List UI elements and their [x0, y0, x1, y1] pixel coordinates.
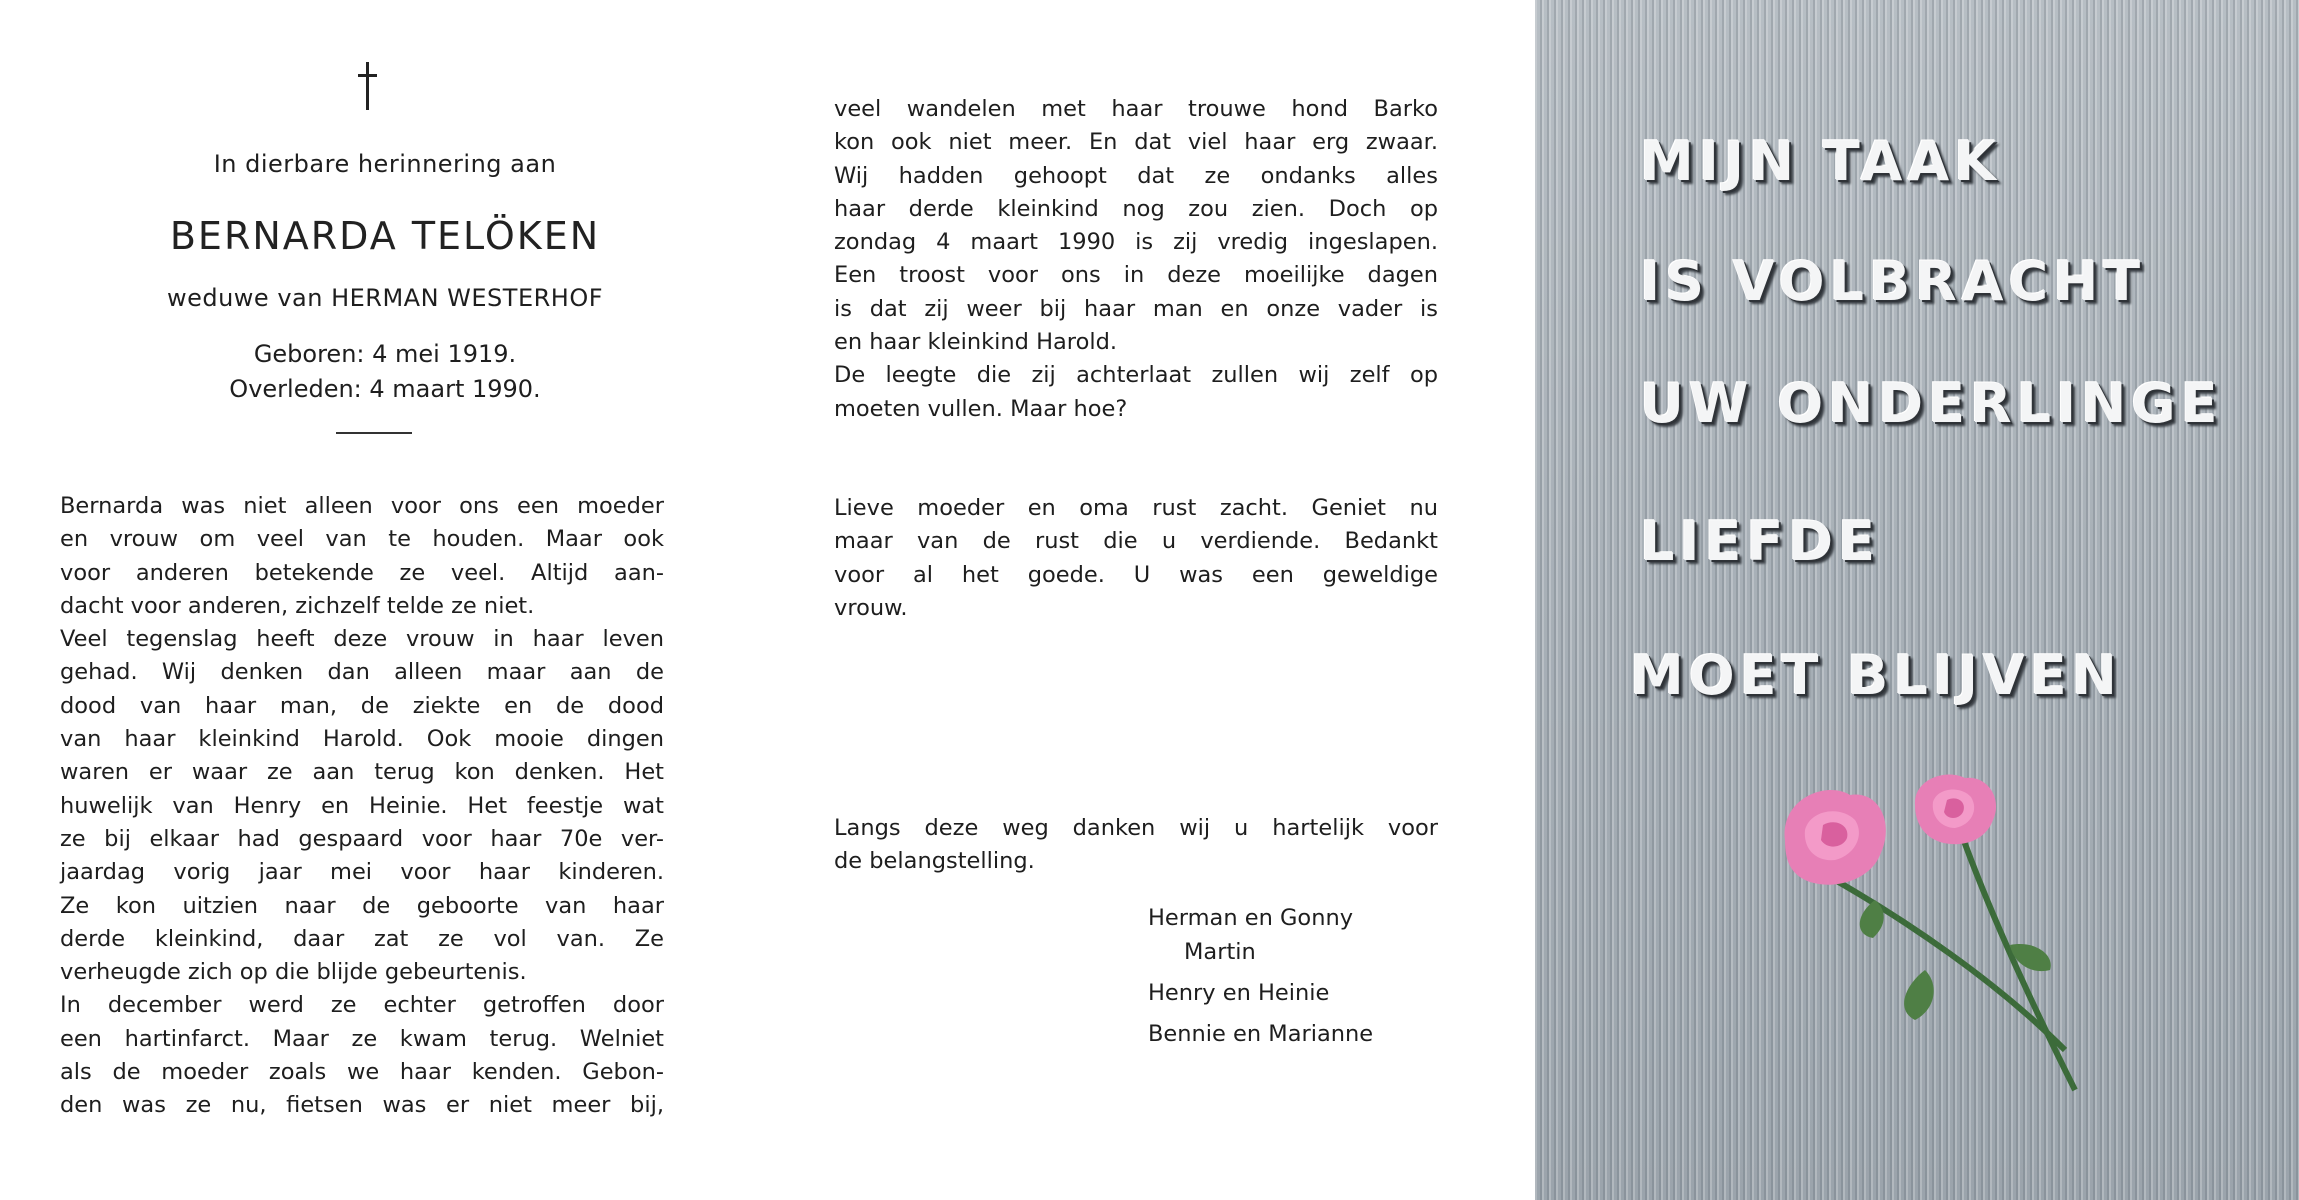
text-line: zondag 4 maart 1990 is zij vredig ingeslapen.	[834, 229, 1438, 256]
text-line: huwelijk van Henry en Heinie. Het feestje wat	[60, 792, 664, 819]
text-line: haar derde kleinkind nog zou zien. Doch op	[834, 195, 1438, 222]
text-line: als de moeder zoals we haar kenden. Gebon-	[60, 1059, 664, 1086]
text-line: dacht voor anderen, zichzelf telde ze niet.	[60, 592, 535, 619]
text-line: Ze kon uitzien naar de geboorte van haar	[60, 892, 664, 919]
text-line: De leegte die zij achterlaat zullen wij zelf op	[834, 362, 1438, 389]
text-line: een hartinfarct. Maar ze kwam terug. Welniet	[60, 1025, 664, 1052]
deceased-name: BERNARDA TELÖKEN	[169, 214, 601, 258]
text-line: is dat zij weer bij haar man en onze vader is	[834, 295, 1438, 322]
plaque-text-line: LIEFDE	[1640, 510, 1880, 573]
text-line: kon ook niet meer. En dat viel haar erg zwaar.	[834, 129, 1438, 156]
text-line: Wij hadden gehoopt dat ze ondanks alles	[834, 162, 1438, 189]
text-line: Bernarda was niet alleen voor ons een moeder	[60, 493, 664, 519]
text-line: en vrouw om veel van te houden. Maar ook	[60, 526, 664, 553]
text-line: en haar kleinkind Harold.	[834, 329, 1118, 356]
cross-icon	[356, 62, 380, 112]
signature-line: Bennie en Marianne	[1148, 1021, 1374, 1047]
text-line: maar van de rust die u verdiende. Bedankt	[834, 528, 1438, 555]
plaque-text-line: IS VOLBRACHT	[1640, 250, 2146, 313]
text-line: van haar kleinkind Harold. Ook mooie dingen	[60, 726, 664, 753]
plaque-text-line: UW ONDERLINGE	[1640, 372, 2223, 435]
text-line: moeten vullen. Maar hoe?	[834, 395, 1128, 422]
thanks-text	[834, 812, 1438, 879]
text-line: voor al het goede. U was een geweldige	[834, 561, 1438, 588]
text-line: Lieve moeder en oma rust zacht. Geniet nu	[834, 495, 1438, 521]
text-line: Een troost voor ons in deze moeilijke dagen	[834, 262, 1438, 289]
text-line: veel wandelen met haar trouwe hond Barko	[834, 96, 1438, 122]
right-panel-photo	[1535, 0, 2299, 1200]
text-line: In december werd ze echter getroffen door	[60, 992, 664, 1019]
farewell-text	[834, 492, 1438, 625]
text-line: de belangstelling.	[834, 848, 1035, 875]
text-line: ze bij elkaar had gespaard voor haar 70e ver-	[60, 825, 664, 852]
plaque-text-line: MOET BLIJVEN	[1630, 644, 2122, 707]
rose-left	[1785, 790, 1886, 885]
text-line: gehad. Wij denken dan alleen maar aan de	[60, 659, 664, 686]
rose-right	[1915, 774, 1996, 844]
text-line: jaardag vorig jaar mei voor haar kinderen.	[60, 859, 664, 886]
divider	[336, 432, 412, 434]
signature-line: Henry en Heinie	[1148, 980, 1330, 1006]
text-line: Langs deze weg danken wij u hartelijk voor	[834, 815, 1438, 841]
text-line: derde kleinkind, daar zat ze vol van. Ze	[60, 925, 664, 952]
text-line: waren er waar ze aan terug kon denken. Het	[60, 759, 664, 786]
plaque-text-line: MIJN TAAK	[1640, 130, 2001, 193]
intro-text: In dierbare herinnering aan	[213, 150, 557, 178]
text-line: dood van haar man, de ziekte en de dood	[60, 692, 664, 719]
rose-leaf	[1904, 970, 1934, 1020]
signature-line: Herman en Gonny	[1148, 905, 1354, 931]
rose-leaf	[1860, 900, 1884, 938]
left-panel	[0, 0, 770, 1200]
text-line: verheugde zich op die blijde gebeurtenis.	[60, 959, 527, 986]
text-line: voor anderen betekende ze veel. Altijd aan-	[60, 559, 664, 586]
middle-body-text	[834, 93, 1438, 426]
left-body-text	[60, 490, 664, 1123]
text-line: vrouw.	[834, 594, 908, 621]
text-line: den was ze nu, fietsen was er niet meer bij,	[60, 1092, 664, 1119]
death-date: Overleden: 4 maart 1990.	[229, 375, 541, 403]
roses-image	[1755, 770, 2175, 1100]
text-line: Veel tegenslag heeft deze vrouw in haar leven	[60, 626, 664, 653]
birth-date: Geboren: 4 mei 1919.	[253, 340, 517, 368]
signature-line: Martin	[1184, 939, 1256, 965]
widow-line: weduwe van HERMAN WESTERHOF	[166, 284, 604, 312]
middle-panel	[770, 0, 1535, 1200]
